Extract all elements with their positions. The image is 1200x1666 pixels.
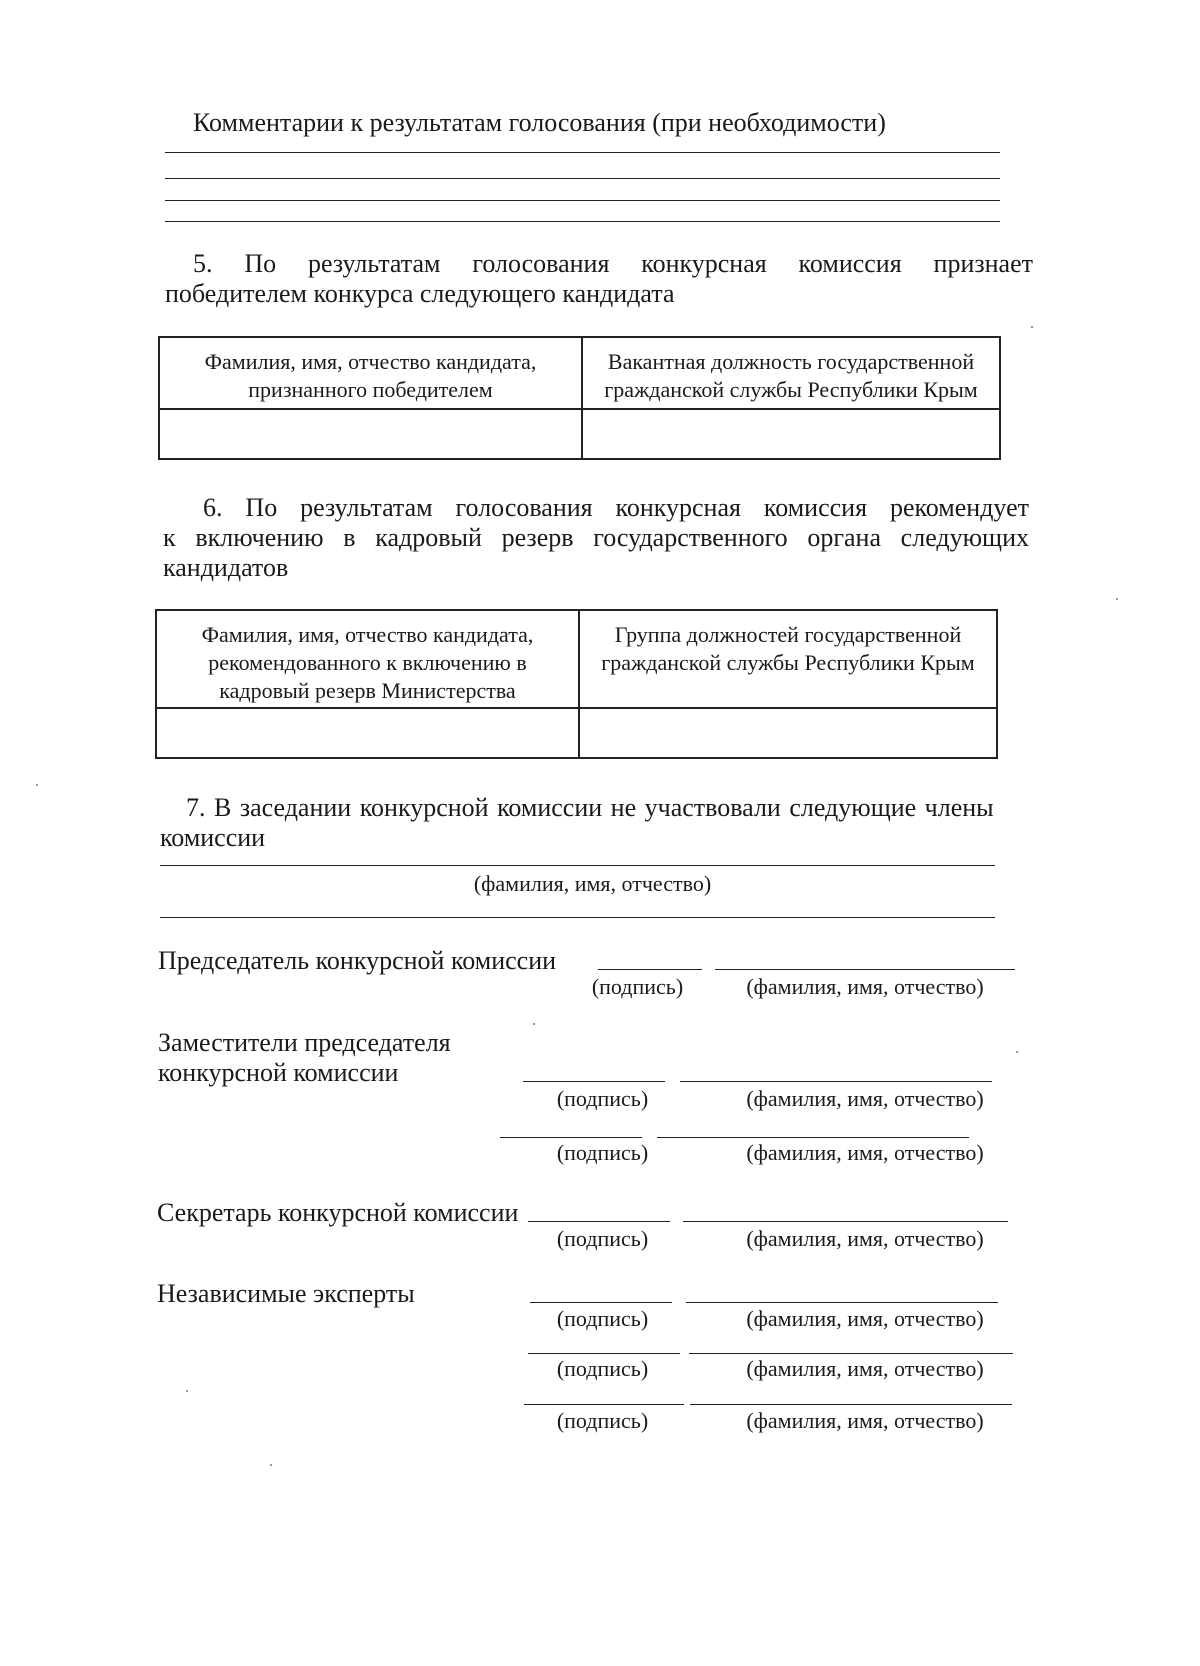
section6-line2: к включению в кадровый резерв государственного органа следующих	[163, 523, 1029, 552]
scan-speck	[270, 1464, 272, 1466]
winner-table	[158, 336, 1001, 460]
expert3-fio-line[interactable]	[690, 1404, 1012, 1405]
scan-speck	[1016, 1051, 1018, 1053]
expert3-fio-caption: (фамилия, имя, отчество)	[746, 1408, 984, 1433]
expert1-signature-line[interactable]	[530, 1302, 672, 1303]
expert3-signature-line[interactable]	[524, 1404, 684, 1405]
reserve-table-cell-name[interactable]	[156, 708, 579, 758]
deputy2-fio-line[interactable]	[657, 1137, 969, 1138]
comment-line-2[interactable]	[165, 178, 1000, 179]
absent-members-line-2[interactable]	[160, 917, 995, 918]
secretary-label: Секретарь конкурсной комиссии	[157, 1198, 519, 1227]
scan-speck	[186, 1390, 188, 1392]
chairman-signature-caption: (подпись)	[591, 974, 684, 999]
comment-line-4[interactable]	[165, 221, 1000, 222]
winner-table-header-name: Фамилия, имя, отчество кандидата, признанного победителем	[159, 337, 582, 409]
chairman-fio-caption: (фамилия, имя, отчество)	[746, 974, 984, 999]
scan-speck	[36, 784, 38, 786]
expert1-fio-caption: (фамилия, имя, отчество)	[746, 1306, 984, 1331]
deputy1-fio-line[interactable]	[680, 1081, 992, 1082]
section5-line2: победителем конкурса следующего кандидата	[165, 279, 675, 308]
expert1-signature-caption: (подпись)	[556, 1306, 649, 1331]
section7-line1: 7. В заседании конкурсной комиссии не участвовали следующие члены	[186, 793, 994, 822]
deputy1-signature-line[interactable]	[523, 1081, 665, 1082]
secretary-signature-line[interactable]	[528, 1221, 670, 1222]
section5-line1: 5. По результатам голосования конкурсная комиссия признает	[193, 249, 1033, 278]
winner-table-cell-position[interactable]	[582, 409, 1000, 459]
secretary-fio-line[interactable]	[683, 1221, 1008, 1222]
comment-line-3[interactable]	[165, 200, 1000, 201]
comments-label: Комментарии к результатам голосования (при необходимости)	[193, 108, 886, 137]
section7-line2: комиссии	[160, 823, 266, 852]
deputy2-fio-caption: (фамилия, имя, отчество)	[746, 1140, 984, 1165]
reserve-table-header-group: Группа должностей государственной гражданской службы Республики Крым	[579, 610, 997, 708]
absent-members-line-1[interactable]	[160, 865, 995, 866]
deputy1-fio-caption: (фамилия, имя, отчество)	[746, 1086, 984, 1111]
winner-table-header-position: Вакантная должность государственной гражданской службы Республики Крым	[582, 337, 1000, 409]
scan-speck	[1116, 598, 1118, 600]
secretary-fio-caption: (фамилия, имя, отчество)	[746, 1226, 984, 1251]
deputy2-signature-caption: (подпись)	[556, 1140, 649, 1165]
chairman-signature-line[interactable]	[598, 969, 702, 970]
chairman-label: Председатель конкурсной комиссии	[158, 946, 557, 975]
reserve-table-header-name: Фамилия, имя, отчество кандидата, рекомендованного к включению в кадровый резерв Министерства	[156, 610, 579, 708]
section6-line3: кандидатов	[163, 553, 289, 582]
section6-line1: 6. По результатам голосования конкурсная комиссия рекомендует	[203, 493, 1029, 522]
deputies-label-line2: конкурсной комиссии	[158, 1058, 399, 1087]
chairman-fio-line[interactable]	[715, 969, 1015, 970]
experts-label: Независимые эксперты	[157, 1279, 415, 1308]
expert3-signature-caption: (подпись)	[556, 1408, 649, 1433]
expert2-signature-caption: (подпись)	[556, 1356, 649, 1381]
expert2-signature-line[interactable]	[528, 1353, 680, 1354]
comment-line-1[interactable]	[165, 152, 1000, 153]
deputy2-signature-line[interactable]	[500, 1137, 642, 1138]
secretary-signature-caption: (подпись)	[556, 1226, 649, 1251]
winner-table-cell-name[interactable]	[159, 409, 582, 459]
absent-members-caption: (фамилия, имя, отчество)	[473, 871, 712, 896]
scan-speck	[533, 1023, 535, 1025]
scan-speck	[1031, 326, 1033, 328]
deputy1-signature-caption: (подпись)	[556, 1086, 649, 1111]
expert1-fio-line[interactable]	[686, 1302, 998, 1303]
reserve-table-cell-group[interactable]	[579, 708, 997, 758]
expert2-fio-caption: (фамилия, имя, отчество)	[746, 1356, 984, 1381]
expert2-fio-line[interactable]	[689, 1353, 1013, 1354]
reserve-table	[155, 609, 998, 759]
deputies-label-line1: Заместители председателя	[158, 1028, 451, 1057]
